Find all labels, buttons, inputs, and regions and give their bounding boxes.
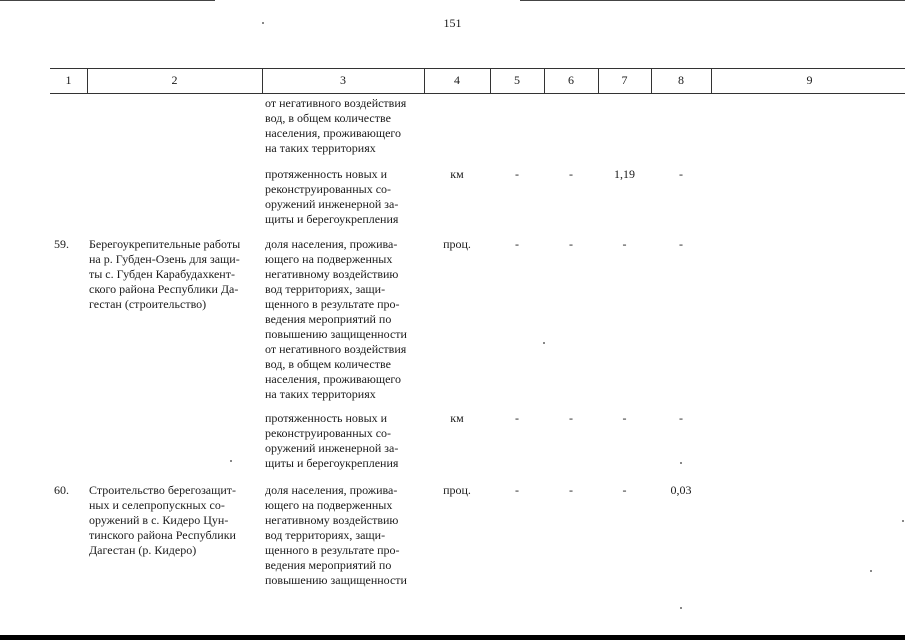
text-line: негативному воздействию xyxy=(265,267,399,281)
text-line: ющего на подверженных xyxy=(265,252,393,266)
text-line: на р. Губден-Озень для защи- xyxy=(89,252,240,266)
text-line: на таких территориях xyxy=(265,387,376,401)
value-col-8: - xyxy=(679,411,683,425)
indicator-cell xyxy=(265,411,419,471)
scan-bottom-edge xyxy=(0,635,905,640)
scan-speck xyxy=(870,570,872,572)
text-line: реконструированных со- xyxy=(265,182,392,196)
indicator-cell xyxy=(265,96,419,156)
table-header-bottom-border xyxy=(50,93,905,94)
value-col-6: - xyxy=(569,237,573,251)
scan-speck xyxy=(230,460,232,462)
text-line: населения, проживающего xyxy=(265,372,402,386)
scan-speck xyxy=(262,22,264,24)
header-col-7: 7 xyxy=(621,73,628,87)
value-col-5: - xyxy=(515,411,519,425)
text-line: вод территориях, защи- xyxy=(265,528,386,542)
text-line: реконструированных со- xyxy=(265,426,392,440)
header-col-1: 1 xyxy=(65,73,72,87)
value-col-6: - xyxy=(569,167,573,181)
text-line: ведения мероприятий по xyxy=(265,312,392,326)
header-col-8: 8 xyxy=(678,73,684,87)
text-line: ты с. Губден Карабудахкент- xyxy=(89,267,235,281)
top-edge-line xyxy=(520,0,905,1)
header-col-6: 6 xyxy=(568,73,574,87)
header-col-3: 3 xyxy=(340,73,346,87)
scan-speck xyxy=(680,462,682,464)
header-col-9: 9 xyxy=(806,73,813,87)
value-col-8: 0,03 xyxy=(670,483,692,497)
header-col-5: 5 xyxy=(514,73,520,87)
unit-cell: проц. xyxy=(443,483,471,497)
value-col-6: - xyxy=(569,483,573,497)
value-col-5: - xyxy=(515,483,519,497)
text-line: доля населения, прожива- xyxy=(265,237,398,251)
text-line: ющего на подверженных xyxy=(265,498,393,512)
text-line: повышению защищенности xyxy=(265,327,407,341)
unit-cell: км xyxy=(450,167,464,181)
text-line: негативному воздействию xyxy=(265,513,399,527)
row-number: 60. xyxy=(54,483,69,497)
header-col-2: 2 xyxy=(171,73,178,87)
text-line: вод, в общем количестве xyxy=(265,357,391,371)
text-line: ных и селепропускных со- xyxy=(89,498,225,512)
unit-cell: проц. xyxy=(443,237,471,251)
text-line: вод территориях, защи- xyxy=(265,282,386,296)
text-line: оружений инженерной за- xyxy=(265,441,399,455)
text-line: повышению защищенности xyxy=(265,573,407,587)
text-line: Строительство берегозащит- xyxy=(89,483,237,497)
text-line: ского района Республики Да- xyxy=(89,282,239,296)
text-line: тинского района Республики xyxy=(89,528,236,542)
text-line: ведения мероприятий по xyxy=(265,558,392,572)
scan-speck xyxy=(902,520,904,522)
project-name-cell xyxy=(89,483,257,558)
text-line: от негативного воздействия xyxy=(265,342,407,356)
text-line: от негативного воздействия xyxy=(265,96,407,110)
row-number: 59. xyxy=(54,237,69,251)
value-col-6: - xyxy=(569,411,573,425)
text-line: населения, проживающего xyxy=(265,126,402,140)
text-line: вод, в общем количестве xyxy=(265,111,391,125)
text-line: оружений в с. Кидеро Цун- xyxy=(89,513,229,527)
value-col-7: 1,19 xyxy=(614,167,635,181)
indicator-cell xyxy=(265,167,419,227)
text-line: протяженность новых и xyxy=(265,411,388,425)
text-line: щиты и берегоукрепления xyxy=(265,212,399,226)
text-line: щенного в результате про- xyxy=(265,543,400,557)
value-col-7: - xyxy=(622,237,627,251)
unit-cell: км xyxy=(450,411,464,425)
text-line: оружений инженерной за- xyxy=(265,197,399,211)
text-line: Берегоукрепительные работы xyxy=(89,237,241,251)
scan-speck xyxy=(543,342,545,344)
text-line: на таких территориях xyxy=(265,141,376,155)
scan-speck xyxy=(680,607,682,609)
text-line: щиты и берегоукрепления xyxy=(265,456,399,470)
indicator-cell xyxy=(265,483,419,588)
text-line: Дагестан (р. Кидеро) xyxy=(89,543,197,557)
value-col-5: - xyxy=(515,167,519,181)
value-col-5: - xyxy=(515,237,519,251)
text-line: щенного в результате про- xyxy=(265,297,400,311)
value-col-8: - xyxy=(679,237,683,251)
text-line: гестан (строительство) xyxy=(89,297,207,311)
value-col-7: - xyxy=(622,411,627,425)
indicator-cell xyxy=(265,237,419,402)
text-line: протяженность новых и xyxy=(265,167,388,181)
value-col-8: - xyxy=(679,167,683,181)
value-col-7: - xyxy=(622,483,627,497)
header-col-4: 4 xyxy=(454,73,460,87)
text-line: доля населения, прожива- xyxy=(265,483,398,497)
top-edge-line xyxy=(0,0,215,1)
project-name-cell xyxy=(89,237,257,312)
page-number: 151 xyxy=(443,16,462,30)
